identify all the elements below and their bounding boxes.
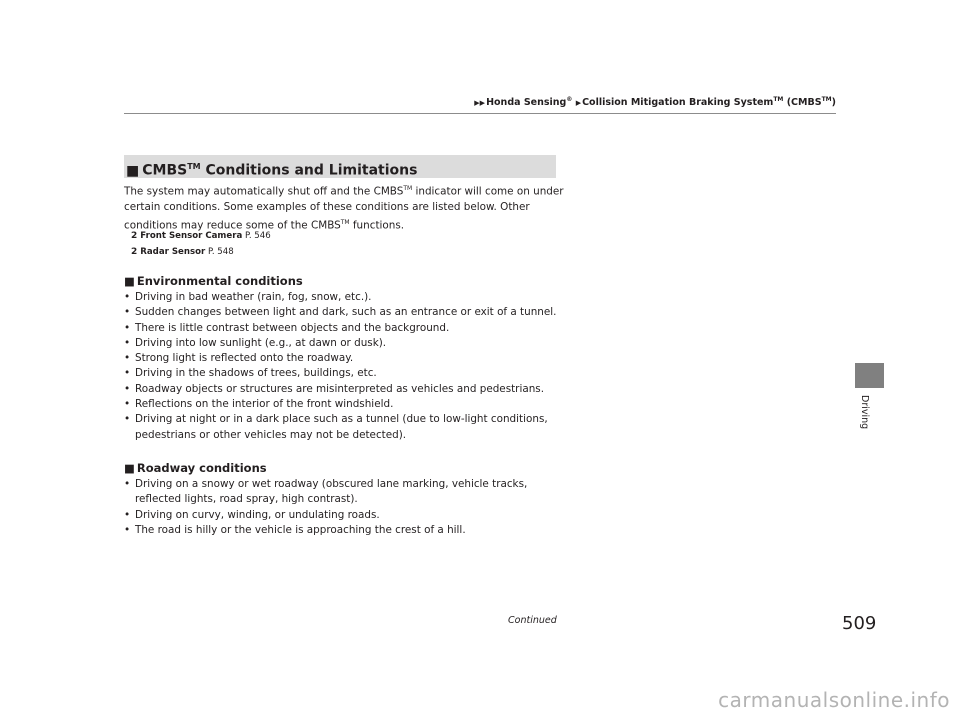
list-item: • Driving on a snowy or wet roadway (obscured lane marking, vehicle tracks, reflected lights, road spray, high contrast). (124, 478, 528, 506)
list-item: • Driving in the shadows of trees, buildings, etc. (124, 367, 377, 380)
list-item: • Sudden changes between light and dark, such as an entrance or exit of a tunnel. (124, 306, 557, 319)
square-bullet-icon: ■ (124, 274, 135, 288)
chapter-tab-marker[interactable] (855, 363, 884, 388)
list-item: • Reflections on the interior of the front windshield. (124, 398, 394, 411)
breadcrumb-item-cmbs[interactable]: Collision Mitigation Braking System™ (CMBS™) (582, 96, 836, 109)
watermark-bar (0, 686, 960, 722)
cross-references (131, 228, 271, 260)
page-number: 509 (842, 613, 877, 634)
roadway-conditions-heading: ■ Roadway conditions (124, 461, 267, 475)
list-item: • Driving into low sunlight (e.g., at dawn or dusk). (124, 336, 387, 349)
square-bullet-icon: ■ (126, 162, 140, 179)
list-item: • There is little contrast between objects and the background. (124, 321, 450, 334)
intro-paragraph: The system may automatically shut off and the CMBS™ indicator will come on under certain conditions. Some examples of these conditions are listed below. Other conditions may reduce some of the CMBS™ functions. (124, 185, 564, 232)
breadcrumb-arrow-icon: ▶ (575, 99, 582, 108)
environmental-conditions-heading: ■ Environmental conditions (124, 274, 303, 288)
environmental-conditions-list (124, 290, 564, 443)
chapter-tab-label: Driving (859, 395, 870, 430)
continued-label: Continued (508, 615, 557, 626)
list-item: • Driving in bad weather (rain, fog, snow, etc.). (124, 291, 372, 303)
registered-mark: ® (566, 96, 573, 103)
list-item: • Strong light is reflected onto the roadway. (124, 352, 354, 365)
reference-arrow-icon: 2 (131, 231, 138, 241)
reference-arrow-icon: 2 (131, 247, 138, 257)
ref-link-radar-sensor[interactable]: 2 Radar Sensor P. 548 (131, 247, 234, 257)
breadcrumb (474, 96, 836, 108)
ref-link-front-sensor-camera[interactable]: 2 Front Sensor Camera P. 546 (131, 231, 271, 241)
breadcrumb-arrow-icon: ▶▶ (474, 99, 486, 108)
roadway-conditions-list (124, 477, 564, 538)
section-heading: ■ CMBS™ Conditions and Limitations (124, 155, 556, 178)
list-item: • The road is hilly or the vehicle is approaching the crest of a hill. (124, 523, 466, 536)
watermark-text: carmanualsonline.info (718, 688, 950, 712)
square-bullet-icon: ■ (124, 461, 135, 475)
list-item: • Driving on curvy, winding, or undulating roads. (124, 508, 380, 521)
header-divider (124, 113, 836, 114)
list-item: • Roadway objects or structures are misinterpreted as vehicles and pedestrians. (124, 382, 545, 395)
breadcrumb-item-honda-sensing[interactable]: Honda Sensing (486, 97, 567, 109)
list-item: • Driving at night or in a dark place such as a tunnel (due to low-light conditions, pedestrians or other vehicles may not be detected). (124, 413, 548, 441)
